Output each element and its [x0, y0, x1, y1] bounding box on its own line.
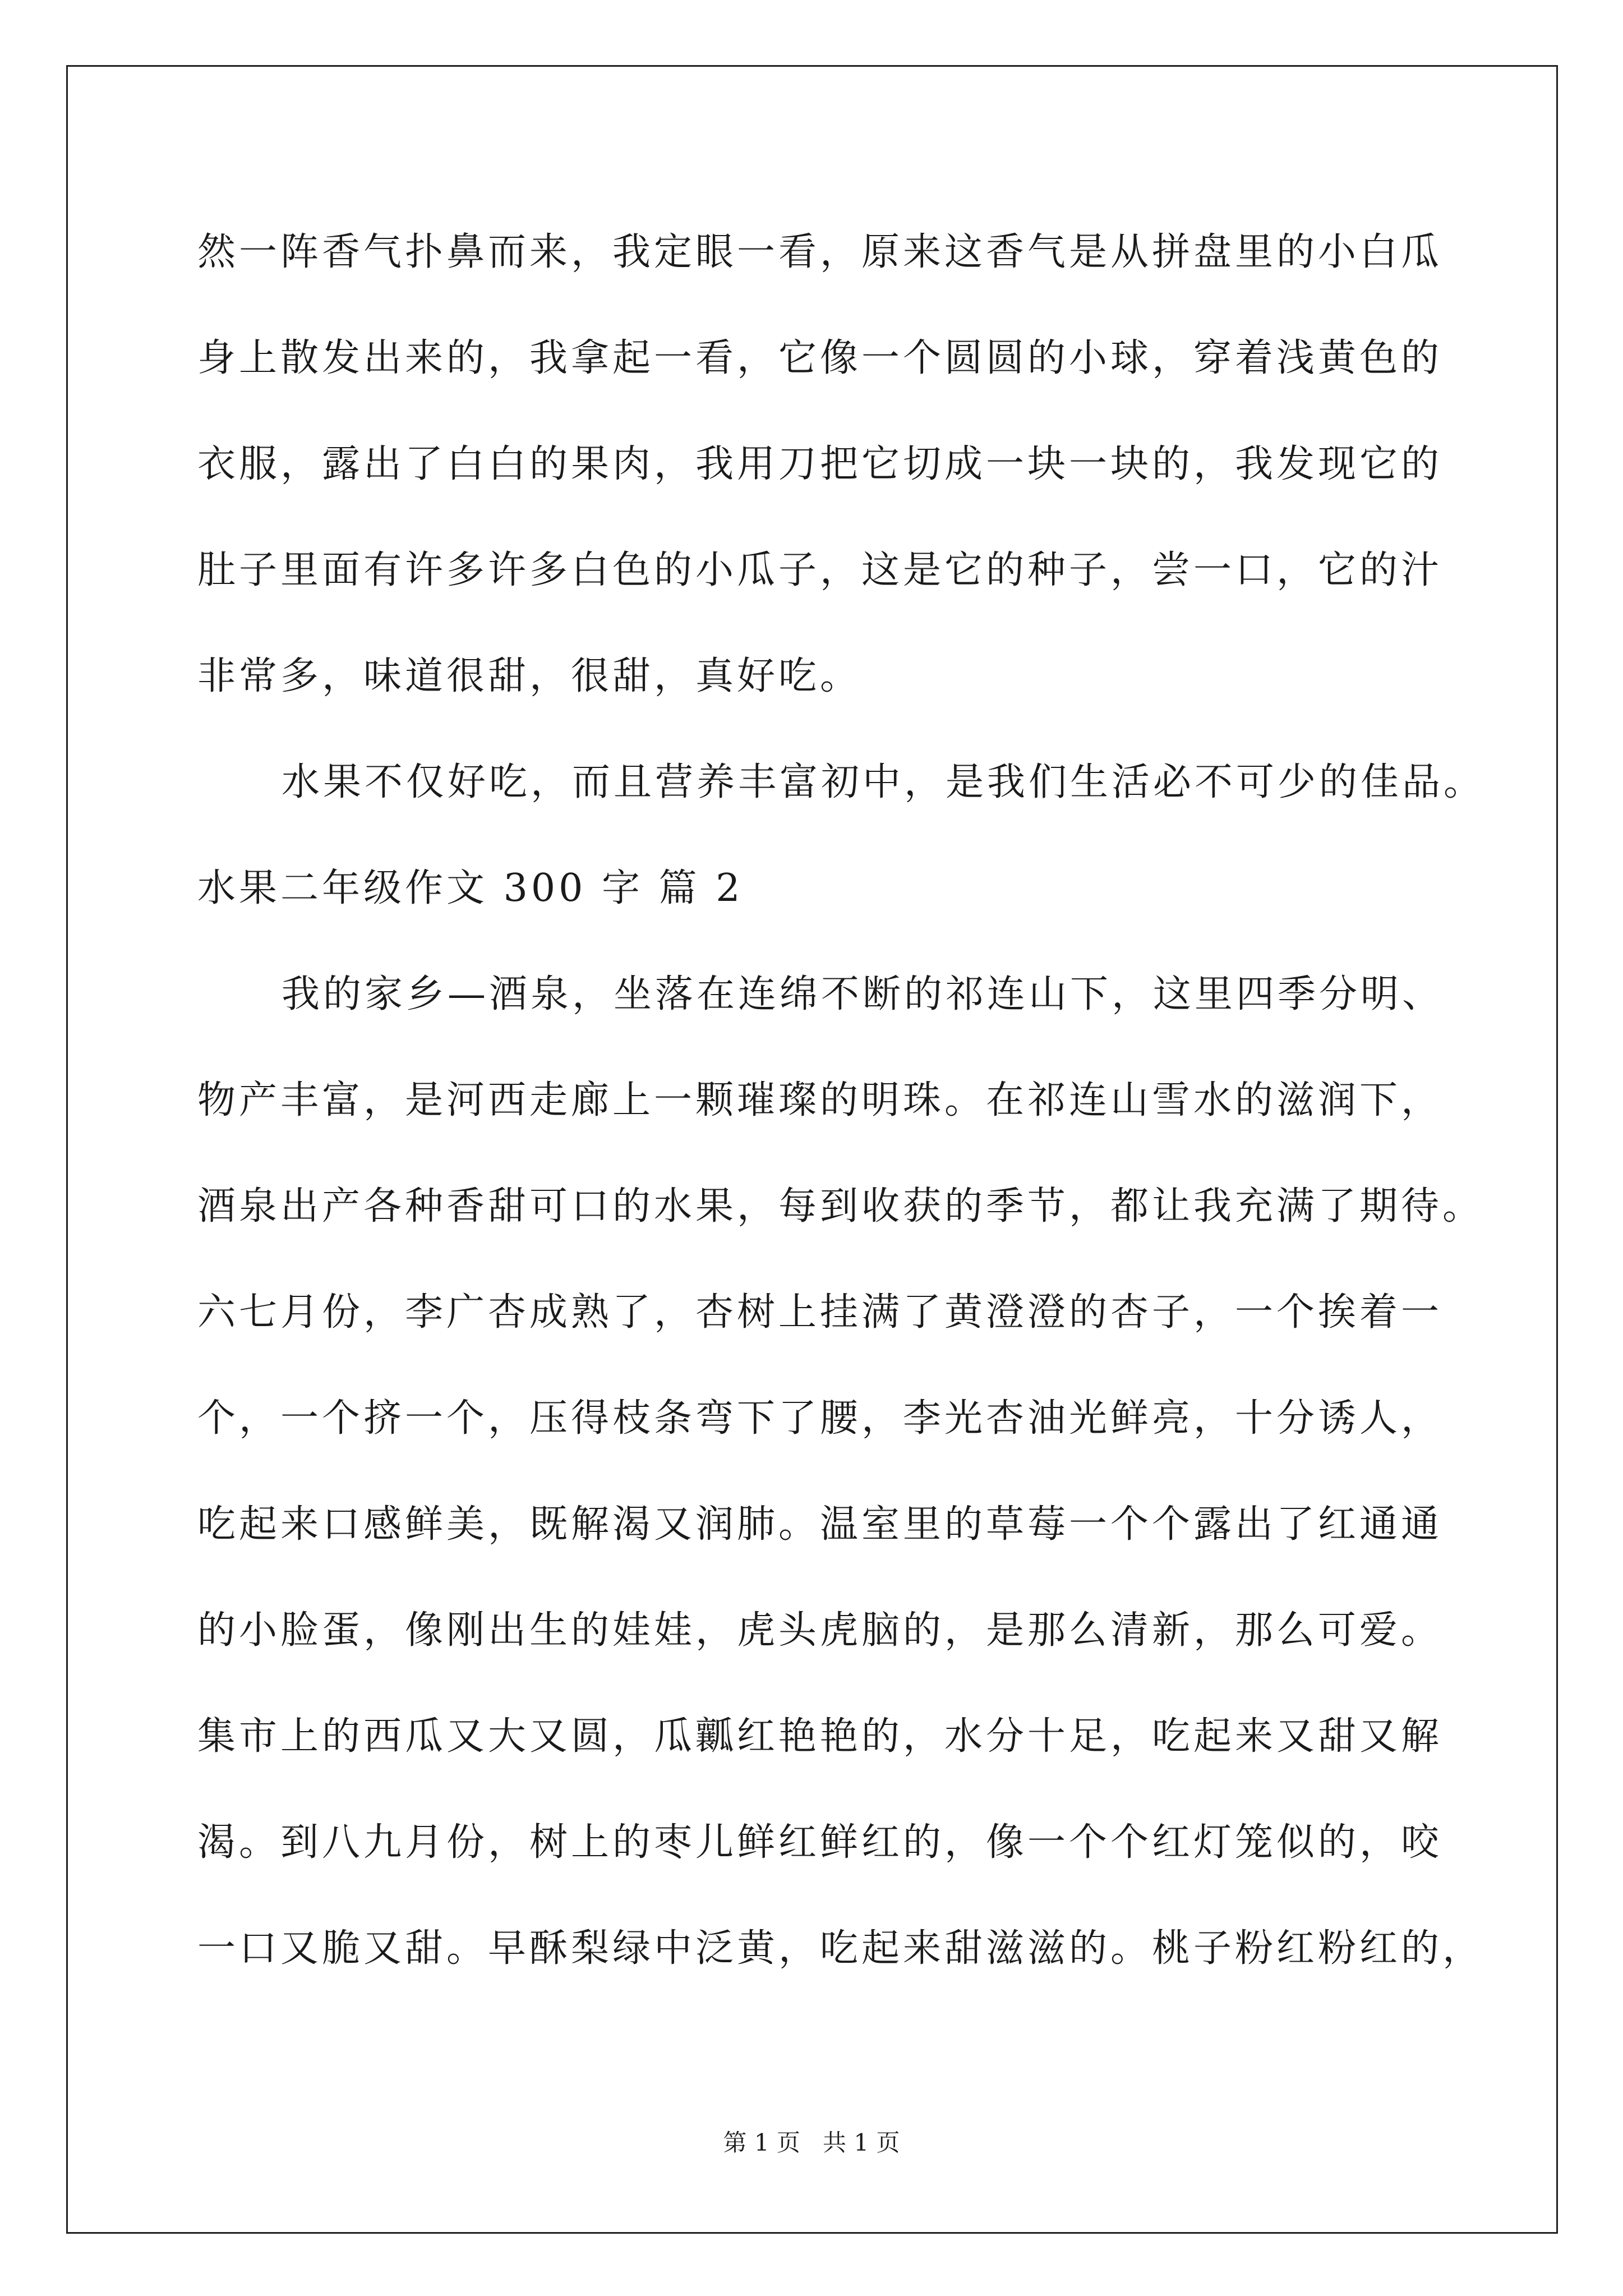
body-text-line: 六七月份，李广杏成熟了，杏树上挂满了黄澄澄的杏子，一个挨着一: [197, 1290, 1443, 1335]
body-text-line: 酒泉出产各种香甜可口的水果，每到收获的季节，都让我充满了期待。: [197, 1184, 1484, 1228]
body-text-line: 衣服，露出了白白的果肉，我用刀把它切成一块一块的，我发现它的: [197, 442, 1443, 486]
page-number-footer: 第 1 页 共 1 页: [723, 2129, 900, 2156]
body-text-line: 非常多，味道很甜，很甜，真好吃。: [197, 654, 862, 698]
body-text-line: 个，一个挤一个，压得枝条弯下了腰，李光杏油光鲜亮，十分诱人，: [197, 1396, 1443, 1441]
section-heading: 水果二年级作文 300 字 篇 2: [197, 866, 744, 910]
body-text-line: 吃起来口感鲜美，既解渴又润肺。温室里的草莓一个个露出了红通通: [197, 1502, 1443, 1547]
body-text-line: 渴。到八九月份，树上的枣儿鲜红鲜红的，像一个个红灯笼似的，咬: [197, 1820, 1443, 1865]
body-text-line: 物产丰富，是河西走廊上一颗璀璨的明珠。在祁连山雪水的滋润下，: [197, 1078, 1443, 1122]
body-text-line: 集市上的西瓜又大又圆，瓜瓤红艳艳的，水分十足，吃起来又甜又解: [197, 1714, 1443, 1759]
body-text-line: 身上散发出来的，我拿起一看，它像一个圆圆的小球，穿着浅黄色的: [197, 336, 1443, 380]
body-text-line: 然一阵香气扑鼻而来，我定眼一看，原来这香气是从拼盘里的小白瓜: [197, 230, 1443, 274]
body-text-line: 水果不仅好吃，而且营养丰富初中，是我们生活必不可少的佳品。: [282, 760, 1486, 804]
body-text-line: 的小脸蛋，像刚出生的娃娃，虎头虎脑的，是那么清新，那么可爱。: [197, 1608, 1443, 1653]
body-text-line: 我的家乡—酒泉，坐落在连绵不断的祁连山下，这里四季分明、: [282, 972, 1444, 1016]
page-border: [66, 65, 1558, 2234]
body-text-line: 肚子里面有许多许多白色的小瓜子，这是它的种子，尝一口，它的汁: [197, 548, 1443, 592]
body-text-line: 一口又脆又甜。早酥梨绿中泛黄，吃起来甜滋滋的。桃子粉红粉红的，: [197, 1926, 1484, 1971]
